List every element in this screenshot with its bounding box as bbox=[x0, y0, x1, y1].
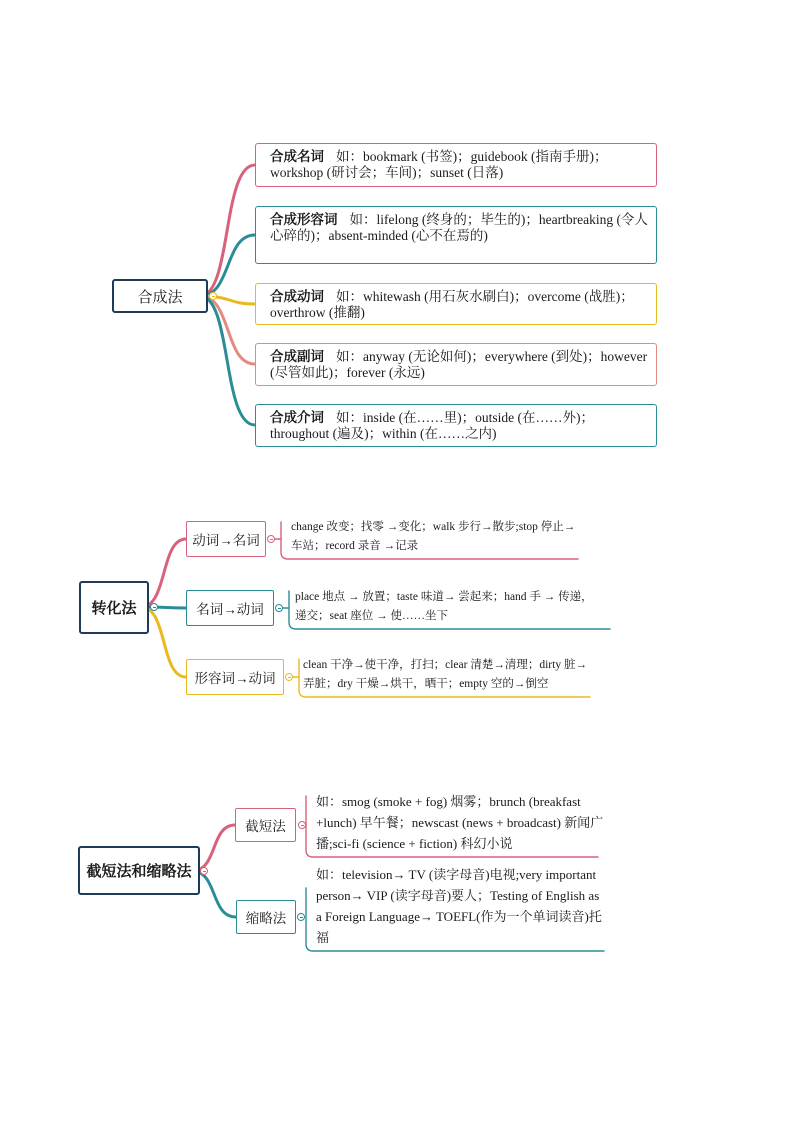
topic-label: 合成动词 bbox=[270, 289, 324, 304]
topic-label: 合成副词 bbox=[270, 349, 324, 364]
leaf-note-verb-to-noun: change 改变；找零 →变化；walk 步行→散步;stop 停止→车站；record 录音 →记录 bbox=[291, 521, 576, 552]
leaf-note-adjective-to-verb: clean 干净→使干净，打扫；clear 清楚→清理；dirty 脏→弄脏；dry 干燥→烘干，晒干；empty 空的→倒空 bbox=[303, 659, 587, 690]
subtopic-abbreviation bbox=[236, 900, 296, 934]
root-topic-label: 转化法 bbox=[91, 600, 137, 617]
collapse-icon[interactable] bbox=[285, 673, 293, 681]
collapse-icon[interactable] bbox=[275, 604, 283, 612]
topic-example: 如：lifelong (终身的；毕生的)；heartbreaking (令人心碎的)；absent-minded (心不在焉的) bbox=[270, 212, 648, 243]
topic-example: 如：anyway (无论如何)；everywhere (到处)；however (尽管如此)；forever (永远) bbox=[270, 349, 648, 380]
topic-compound-adverb bbox=[255, 343, 657, 386]
branch-line-compound-noun bbox=[200, 165, 255, 296]
root-topic-compounding bbox=[112, 279, 208, 313]
collapse-icon[interactable] bbox=[200, 867, 208, 875]
root-topic-conversion bbox=[79, 581, 149, 634]
collapse-icon[interactable] bbox=[150, 603, 158, 611]
subtopic-label: 缩略法 bbox=[245, 911, 287, 926]
topic-label: 合成介词 bbox=[270, 410, 324, 425]
branch-line-compound-adjective bbox=[200, 235, 255, 296]
subtopic-noun-to-verb bbox=[186, 590, 274, 626]
subtopic-label: 形容词→动词 bbox=[194, 671, 276, 686]
topic-label: 合成形容词 bbox=[270, 212, 338, 227]
root-topic-label: 合成法 bbox=[137, 289, 183, 306]
subtopic-verb-to-noun bbox=[186, 521, 266, 557]
subtopic-clipping bbox=[235, 808, 296, 842]
topic-example: 如：inside (在……里)；outside (在……外)；throughout (遍及)；within (在……之内) bbox=[270, 410, 594, 441]
subtopic-label: 名词→动词 bbox=[196, 602, 264, 617]
leaf-note-clipping: 如：smog (smoke + fog) 烟雾；brunch (breakfast +lunch) 早午餐；newscast (news + broadcast) 新闻广播;sci-fi (science + fiction) 科幻小说 bbox=[316, 794, 604, 851]
topic-compound-noun bbox=[255, 143, 657, 187]
collapse-icon[interactable] bbox=[297, 913, 305, 921]
root-topic-clipping-abbreviation bbox=[78, 846, 200, 895]
topic-label: 合成名词 bbox=[270, 149, 324, 164]
topic-example: 如：bookmark (书签)；guidebook (指南手册)；workshop (研讨会；车间)；sunset (日落) bbox=[270, 149, 608, 180]
collapse-icon[interactable] bbox=[267, 535, 275, 543]
topic-example: 如：whitewash (用石灰水刷白)；overcome (战胜)；overthrow (推翻) bbox=[270, 289, 634, 320]
topic-compound-adjective bbox=[255, 206, 657, 264]
topic-compound-preposition bbox=[255, 404, 657, 447]
leaf-note-noun-to-verb: place 地点 → 放置；taste 味道→ 尝起来；hand 手 → 传递，递交；seat 座位 → 使……坐下 bbox=[295, 591, 593, 622]
leaf-note-abbreviation: 如：television→ TV (读字母音)电视;very important person→ VIP (读字母音)要人；Testing of English as a Foreign Language→ TOEFL(作为一个单词读音)托福 bbox=[316, 867, 602, 945]
collapse-icon[interactable] bbox=[298, 821, 306, 829]
root-topic-label: 截短法和缩略法 bbox=[86, 863, 192, 880]
subtopic-label: 截短法 bbox=[245, 819, 286, 834]
collapse-icon[interactable] bbox=[209, 292, 217, 300]
topic-compound-verb bbox=[255, 283, 657, 325]
subtopic-label: 动词→名词 bbox=[192, 533, 260, 548]
branch-line-compound-adverb bbox=[200, 296, 255, 364]
subtopic-adjective-to-verb bbox=[186, 659, 284, 695]
